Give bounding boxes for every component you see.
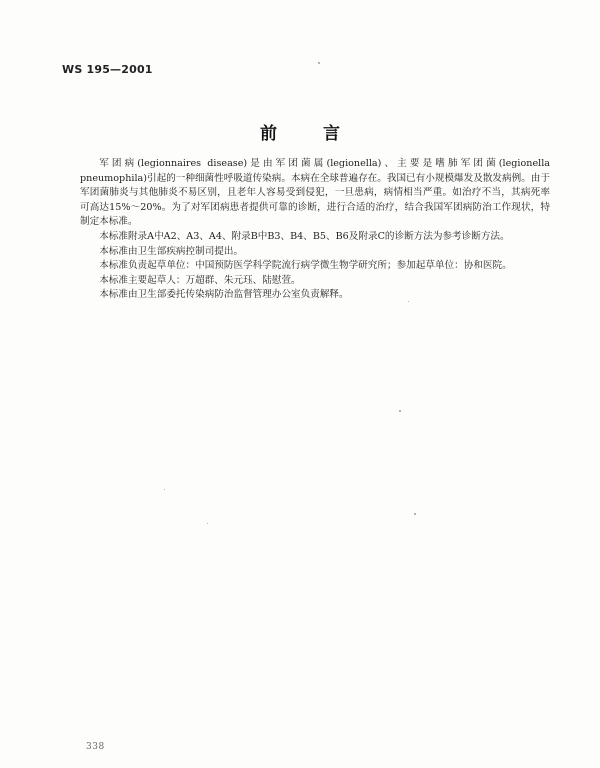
scan-speck [318, 62, 320, 64]
scan-speck [414, 513, 416, 515]
scan-speck [164, 489, 165, 490]
scan-speck [408, 301, 409, 302]
foreword-body [80, 157, 550, 303]
foreword-paragraph-proposer: 本标准由卫生部疾病控制司提出。 [99, 245, 244, 257]
foreword-paragraph-appendix: 本标准附录A中A2、A3、A4、附录B中B3、B4、B5、B6及附录C的诊断方法为参考诊断方法。 [99, 230, 510, 242]
scan-speck [399, 410, 401, 412]
scan-speck [207, 523, 208, 524]
page-number: 338 [86, 742, 105, 752]
standard-code: WS 195—2001 [62, 63, 153, 76]
foreword-paragraph-drafters: 本标准主要起草人：万超群、朱元珏、陆慰萱。 [99, 274, 301, 286]
page-title: 前言 [260, 124, 386, 144]
foreword-paragraph-intro: 军团病(legionnaires disease)是由军团菌属(legionella)、主要是嗜肺军团菌(legionella pneumophila)引起的一种细菌性呼吸道传染病。本病在全球普遍存在。我国已有小规模爆发及散发病例。由于军团菌肺炎与其他肺炎不易区别，且老年人容易受到侵犯，一旦患病，病情相当严重。如治疗不当，其病死率可高达15%～20%。为了对军团病患者提供可靠的诊断，进行合适的治疗，结合我国军团病防治工作现状，特制定本标准。 [80, 158, 550, 228]
foreword-paragraph-drafting-units: 本标准负责起草单位：中国预防医学科学院流行病学微生物学研究所；参加起草单位：协和医院。 [99, 260, 512, 272]
foreword-paragraph-interpretation: 本标准由卫生部委托传染病防治监督管理办公室负责解释。 [99, 289, 349, 301]
